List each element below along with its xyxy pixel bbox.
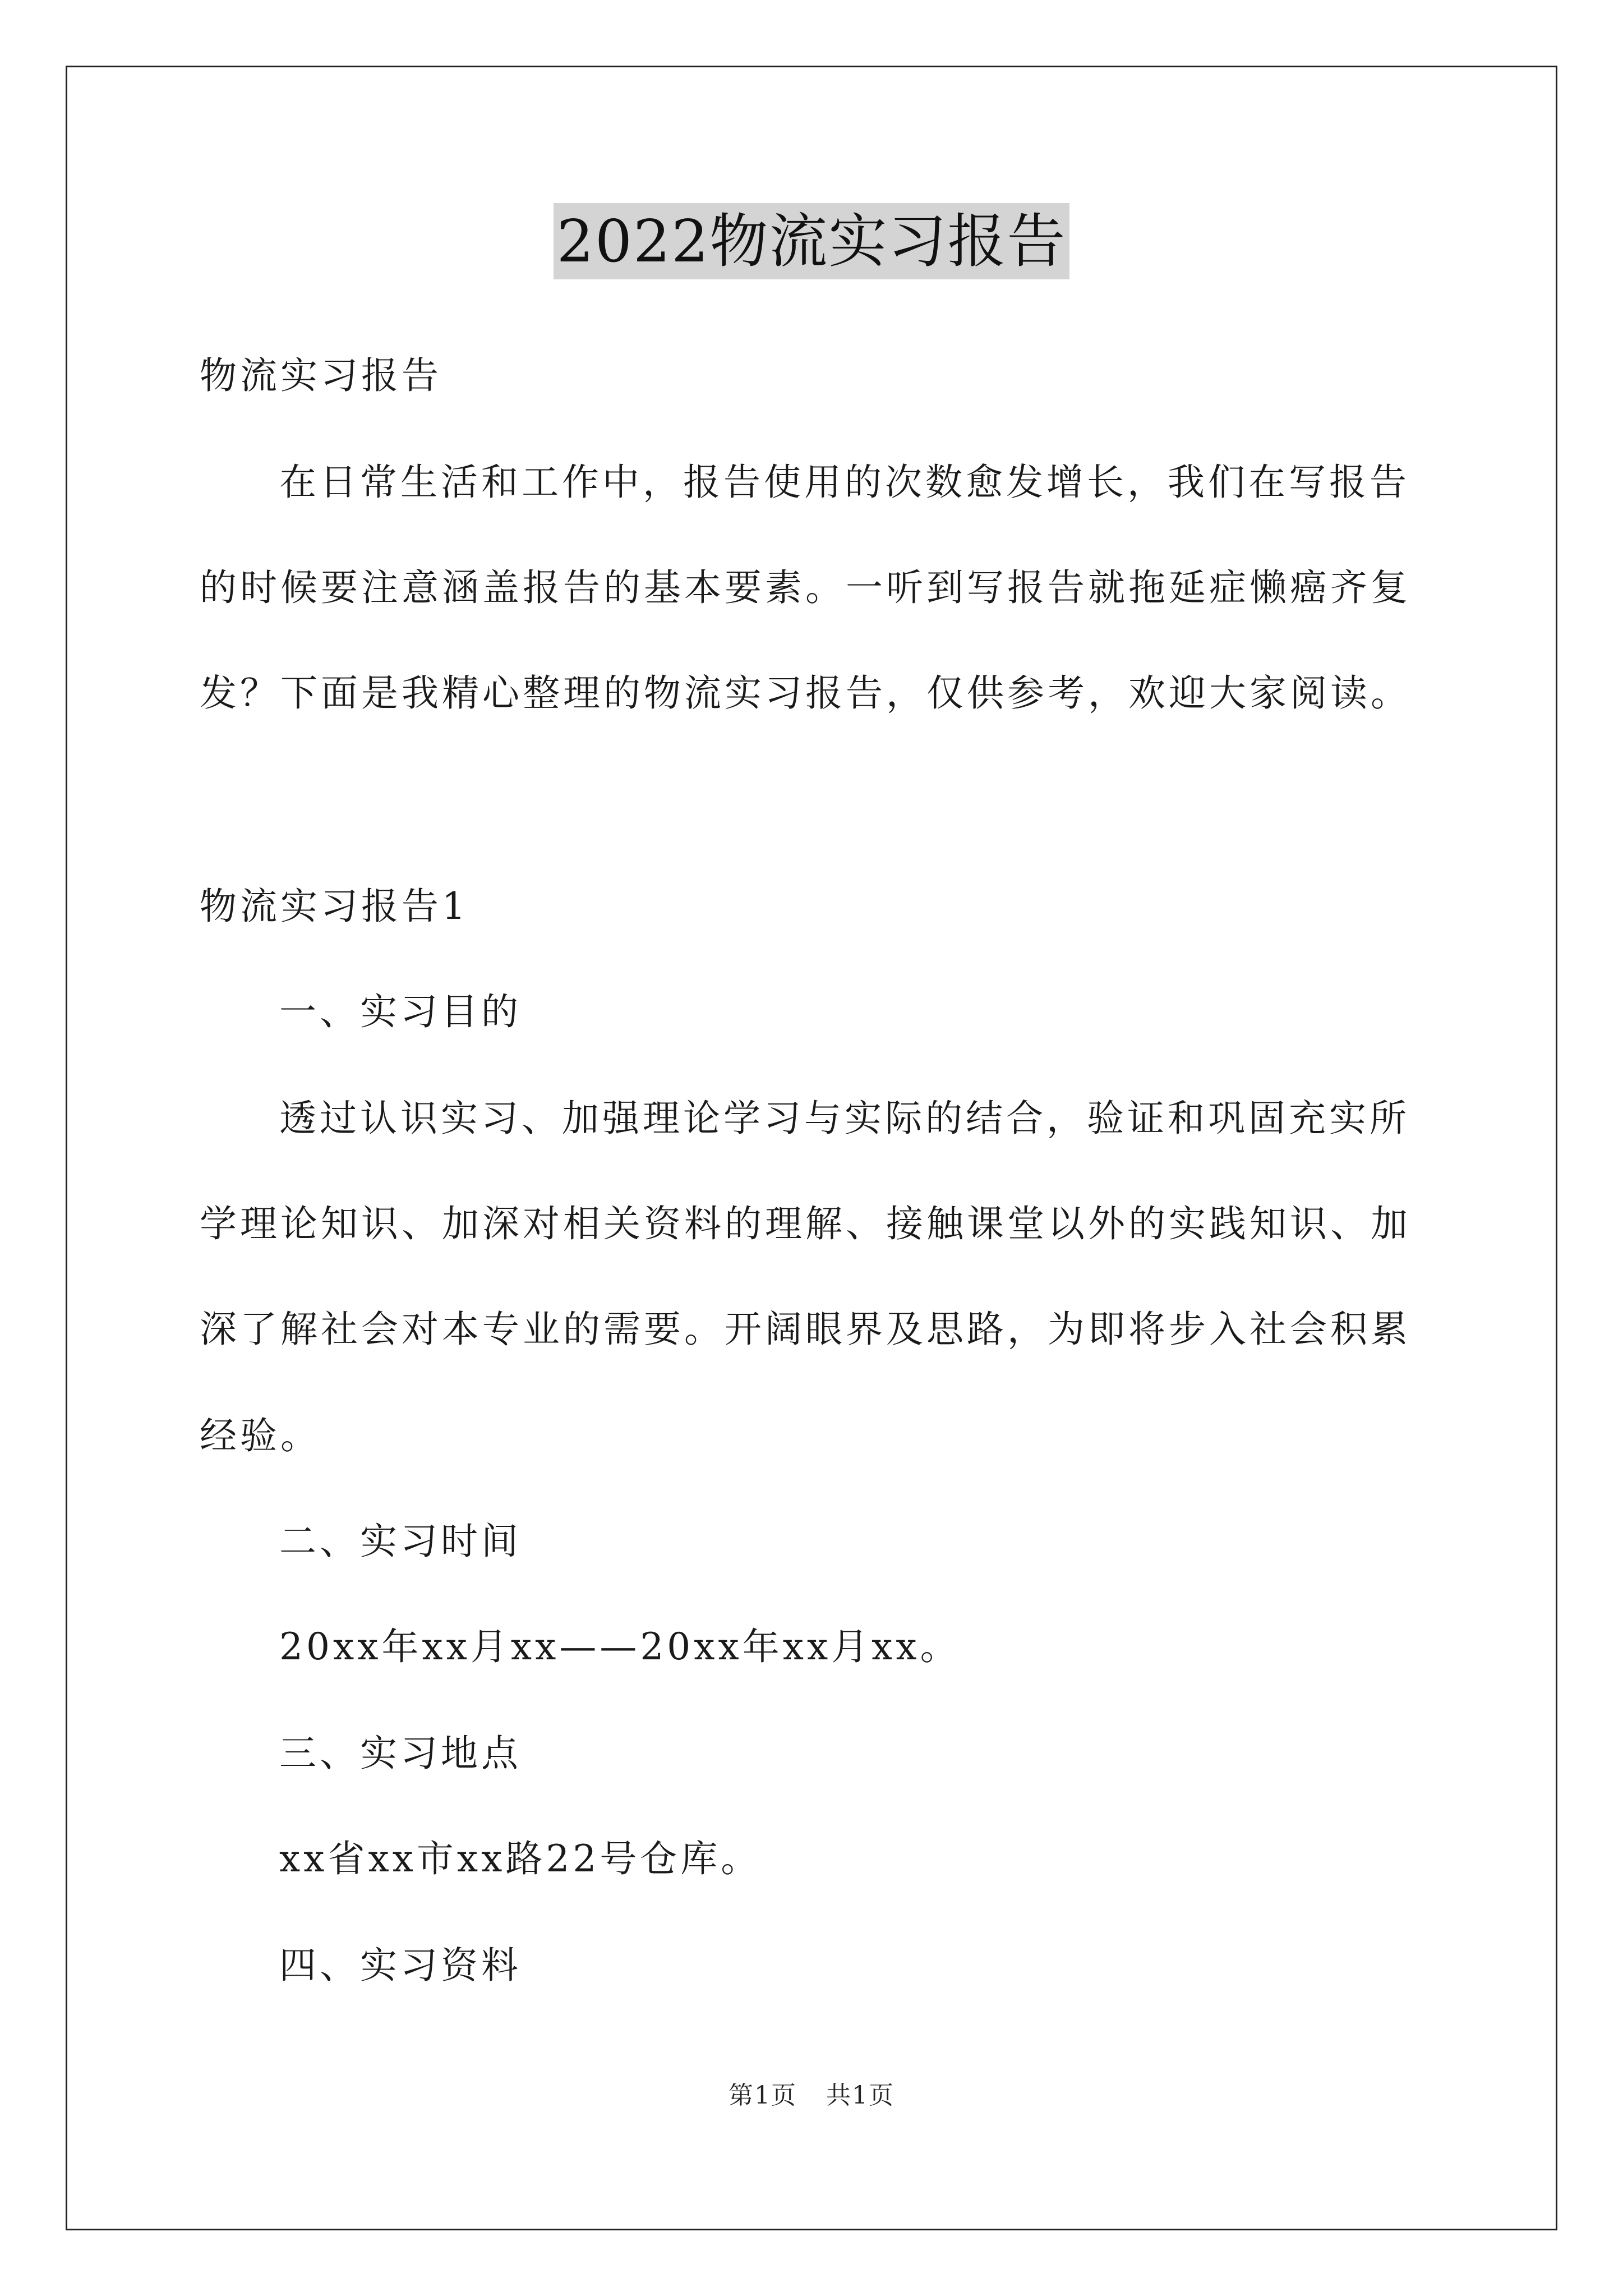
intro-line-1: 在日常生活和工作中，报告使用的次数愈发增长，我们在写报告 xyxy=(279,461,1410,504)
purpose-line-1: 透过认识实习、加强理论学习与实际的结合，验证和巩固充实所 xyxy=(279,1097,1410,1140)
section-title: 物流实习报告1 xyxy=(200,885,469,928)
subtitle: 物流实习报告 xyxy=(200,354,442,397)
intro-line-2: 的时候要注意涵盖报告的基本要素。一听到写报告就拖延症懒癌齐复 xyxy=(200,566,1411,609)
content-heading: 四、实习资料 xyxy=(279,1944,522,1987)
time-heading: 二、实习时间 xyxy=(279,1520,522,1563)
intro-line-3: 发？下面是我精心整理的物流实习报告，仅供参考，欢迎大家阅读。 xyxy=(200,671,1411,715)
place-heading: 三、实习地点 xyxy=(279,1732,522,1775)
page-total: 共1页 xyxy=(826,2081,895,2110)
time-text: 20xx年xx月xx——20xx年xx月xx。 xyxy=(279,1625,961,1668)
page-footer xyxy=(0,2079,1623,2113)
title-wrap xyxy=(0,203,1623,279)
document-title: 2022物流实习报告 xyxy=(554,203,1070,279)
page-number: 第1页 xyxy=(728,2081,797,2110)
purpose-line-3: 深了解社会对本专业的需要。开阔眼界及思路，为即将步入社会积累 xyxy=(200,1308,1411,1351)
purpose-line-2: 学理论知识、加深对相关资料的理解、接触课堂以外的实践知识、加 xyxy=(200,1202,1411,1245)
purpose-line-4: 经验。 xyxy=(200,1414,321,1457)
purpose-heading: 一、实习目的 xyxy=(279,990,522,1033)
place-text: xx省xx市xx路22号仓库。 xyxy=(279,1837,762,1880)
